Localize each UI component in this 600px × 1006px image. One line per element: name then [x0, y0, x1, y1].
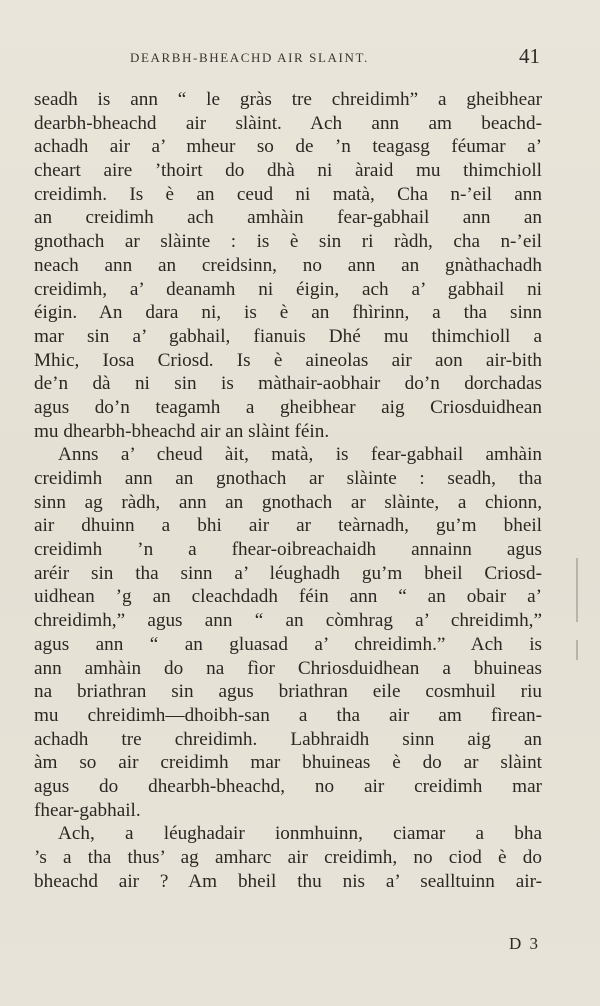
text-line-15: mu dhearbh-bheachd air an slàint féin. [34, 420, 330, 442]
text-line-27: mu chreidimh—dhoibh-san a tha air am fìrean- [34, 704, 542, 726]
text-line-20: creidimh ’n a fhear-oibreachaidh annainn agus [34, 539, 542, 561]
text-line-28: achadh tre chreidimh. Labhraidh sinn aig an [34, 728, 542, 750]
text-line-29: àm so air creidimh mar bhuineas è do ar slàint [34, 752, 542, 774]
text-line-21: aréir sin tha sinn a’ léughadh gu’m bheil Criosd- [34, 562, 542, 584]
text-line-9: creidimh, a’ deanamh ni éigin, ach a’ gabhail ni [34, 278, 542, 300]
text-line-31: fhear-gabhail. [34, 799, 141, 821]
text-line-10: éigin. An dara ni, is è an fhìrinn, a tha sinn [34, 302, 542, 324]
signature-mark: D 3 [508, 934, 540, 953]
text-line-1: seadh is ann “ le gràs tre chreidimh” a gheibhear [34, 89, 542, 110]
text-line-18: sinn ag ràdh, ann an gnothach ar slàinte, a chionn, [34, 491, 542, 513]
text-line-23: chreidimh,” agus ann “ an còmhrag a’ chreidimh,” [34, 610, 542, 632]
text-line-13: de’n dà ni sin is màthair-aobhair do’n dorchadas [34, 373, 542, 395]
text-line-7: gnothach ar slàinte : is è sin ri ràdh, cha n-’eil [34, 231, 542, 253]
text-line-22: uidhean ’g an cleachdadh féin ann “ an obair a’ [34, 586, 542, 608]
text-line-19: air dhuinn a bhi air ar teàrnadh, gu’m bheil [34, 515, 542, 537]
text-line-11: mar sin a’ gabhail, fianuis Dhé mu thimchioll a [34, 325, 542, 347]
margin-mark [576, 558, 578, 622]
page-header [34, 44, 540, 72]
text-line-26: na briathran sin agus briathran eile cosmhuil riu [34, 681, 542, 703]
text-line-2: dearbh-bheachd air slàint. Ach ann am beachd- [34, 112, 542, 134]
text-line-3: achadh air a’ mheur so de ’n teagasg féumar a’ [34, 136, 542, 158]
page-number: 41 [519, 44, 540, 68]
text-line-24: agus ann “ an gluasad a’ chreidimh.” Ach is [34, 633, 542, 655]
body-text [34, 88, 542, 893]
text-line-25: ann amhàin do na fìor Chriosduidhean a bhuineas [34, 657, 542, 679]
text-line-32: Ach, a léughadair ionmhuinn, ciamar a bha [58, 823, 542, 845]
text-line-33: ’s a tha thus’ ag amharc air creidimh, no ciod è do [34, 847, 542, 868]
text-line-6: an creidimh ach amhàin fear-gabhail ann an [34, 207, 542, 229]
running-head: DEARBH-BHEACHD AIR SLAINT. [130, 50, 369, 65]
text-line-4: cheart aire ’thoirt do dhà ni àraid mu thimchioll [34, 160, 542, 182]
text-line-8: neach ann an creidsinn, no ann an gnàthachadh [34, 254, 542, 276]
text-line-34: bheachd air ? Am bheil thu nis a’ sealltuinn air- [34, 870, 542, 892]
text-line-17: creidimh ann an gnothach ar slàinte : seadh, tha [34, 468, 542, 489]
text-line-5: creidimh. Is è an ceud ni matà, Cha n-’eil ann [34, 183, 542, 205]
text-line-30: agus do dhearbh-bheachd, no air creidimh mar [34, 775, 542, 797]
text-line-16: Anns a’ cheud àit, matà, is fear-gabhail amhàin [58, 444, 542, 466]
text-line-14: agus do’n teagamh a gheibhear aig Criosduidhean [34, 396, 542, 418]
margin-mark [576, 640, 578, 660]
text-line-12: Mhic, Iosa Criosd. Is è aineolas air aon air-bith [34, 349, 542, 371]
